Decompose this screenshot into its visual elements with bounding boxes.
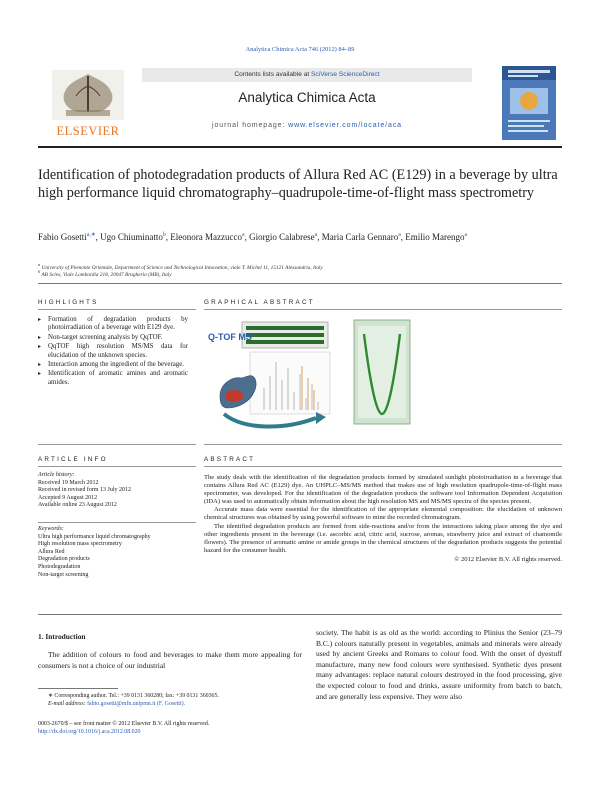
affiliation-b-text: AB Sciex, Viale Lombardia 218, 20047 Brugherio (MB), Italy xyxy=(41,271,172,278)
affiliation-a: $^a$ University of Piemonte Orientale, Department of Science and Technological Innovation, viale T. Michel 11, 15121 Alessandria, Italy xyxy=(38,262,323,271)
affiliation-b: $^b$ AB Sciex, Viale Lombardia 218, 20047 Brugherio (MB), Italy xyxy=(38,269,172,278)
abstract-rule xyxy=(204,466,562,467)
article-history xyxy=(38,472,196,510)
footnote-rule xyxy=(38,688,118,689)
author-name: Ugo Chiuminatto xyxy=(100,232,163,242)
affiliation-a-text: University of Piemonte Orientale, Department of Science and Technological Innovation, viale T. Michel 11, 15121 Alessandria, Italy xyxy=(41,264,323,271)
journal-homepage xyxy=(142,122,472,129)
keyword: Ultra high performance liquid chromatography xyxy=(38,533,151,540)
article-info-mid-rule xyxy=(38,522,196,523)
keyword: Degradation products xyxy=(38,556,90,563)
author-name: Maria Carla Gennaro xyxy=(321,232,399,242)
journal-masthead xyxy=(38,62,562,144)
article-info-rule xyxy=(38,466,196,467)
author-affiliation-mark[interactable]: a xyxy=(242,232,245,238)
beverage-liquid xyxy=(225,390,243,402)
article-info-heading: ARTICLE INFO xyxy=(38,456,108,463)
highlight-item: ▸ QqTOF high resolution MS/MS data for elucidation of the unknown species. xyxy=(38,343,188,360)
introduction-left-column: The addition of colours to food and beverages to make them more appealing for consumers is not a choice of our industrial xyxy=(38,650,302,670)
keywords-label: Keywords: xyxy=(38,526,64,532)
highlight-item: ▸ Formation of degradation products by photoirradiation of a beverage with E129 dye. xyxy=(38,316,188,333)
email-line xyxy=(38,700,302,708)
affiliation-rule xyxy=(38,283,562,284)
author-affiliation-mark[interactable]: a,∗ xyxy=(86,232,96,238)
highlight-item: ▸ Interaction among the ingredient of the beverage. xyxy=(38,361,188,369)
qtof-label: Q-TOF MS xyxy=(208,332,252,342)
copyright-line: © 2012 Elsevier B.V. All rights reserved. xyxy=(454,555,562,563)
author-name: Eleonora Mazzucco xyxy=(170,232,243,242)
graphical-abstract-bottom-rule xyxy=(204,444,562,445)
author-affiliation-mark[interactable]: a xyxy=(314,232,318,238)
highlights-bottom-rule xyxy=(38,444,196,445)
contents-prefix: Contents lists available at xyxy=(234,71,312,78)
journal-citation[interactable]: Analytica Chimica Acta 746 (2012) 84–89 xyxy=(245,46,355,53)
graphical-abstract-figure xyxy=(204,318,414,436)
abstract-body xyxy=(204,474,562,564)
author-list: Fabio Gosetti$^{a,∗}$, Ugo Chiuminatto$^b$, Eleonora Mazzucco$^a$, Giorgio Calabrese$^a$, Maria Carla Gennaro$^a$, Emilio Marengo$^a$ xyxy=(38,232,468,242)
history-label: Article history: xyxy=(38,472,75,478)
abstract-paragraph-1: The study deals with the identification of the degradation products formed by simulated sunlight photoirradiation in a beverage that contains Allura Red AC (E129) dye. An UHPLC–MS/MS method that makes use of high resolution quadrupole-time-of-flight mass spectrometer, was developed. For the identification of the degradation products the software tool Information Dependent Acquisition (IDA) was used to automatically obtain information about the high resolution MS and MS/MS spectra of the species present. xyxy=(204,474,562,506)
issn-block xyxy=(38,720,338,736)
introduction-heading: 1. Introduction xyxy=(38,632,86,641)
keyword: Photodegradation xyxy=(38,563,81,570)
author-affiliation-mark[interactable]: b xyxy=(162,232,166,238)
author-name: Giorgio Calabrese xyxy=(249,232,315,242)
contents-availability xyxy=(142,68,472,82)
email-link[interactable]: fabio.gosetti@mfn.unipmn.it (F. Gosetti). xyxy=(87,701,186,707)
author-affiliation-mark[interactable]: a xyxy=(464,232,468,238)
sciverse-link[interactable]: SciVerse ScienceDirect xyxy=(311,71,380,78)
abstract-paragraph-2: Accurate mass data were essential for the identification of the appropriate elemental composition: the elucidation of unknown chemical structures was obtained by using powerful software to mine the recorded chromatogram. xyxy=(204,506,562,522)
email-label: E-mail address: xyxy=(48,701,86,707)
abstract-heading: ABSTRACT xyxy=(204,456,256,463)
journal-title: Analytica Chimica Acta xyxy=(238,90,376,105)
abstract-paragraph-3: The identified degradation products are formed from side-reactions and/or from the interactions taking place among the dye and other ingredients present in the beverage (i.e. ascorbic acid, citric acid, sucrose, aromas, strawberry juice and extract of chamomile flowers). The presence of aromatic amine or amide groups in the chemical structures of the degradation products suggests the potential hazard for the consumer health. xyxy=(204,522,562,554)
journal-cover-thumbnail xyxy=(492,66,562,140)
keyword: High resolution mass spectrometry xyxy=(38,541,122,548)
highlights-heading: HIGHLIGHTS xyxy=(38,299,99,306)
abstract-bottom-rule xyxy=(38,614,562,615)
publisher-name: ELSEVIER xyxy=(56,124,120,138)
elsevier-logo xyxy=(38,66,138,140)
introduction-right-column: society. The habit is as old as the world: according to Plinius the Senior (23–79 B.C.) colours naturally present in vegetables, animals and minerals were already used by ancient Greeks and Romans to colour food. With the onset of dyestuff manufacture, many new food colours were synthesised. Synthetic dyes present many advantages: replace natural colours destroyed in the food processing, give the expected colour to food and drinks, assure uniformity from batch to batch, and are generally less expensive. They were also xyxy=(316,628,562,701)
graphical-abstract-svg xyxy=(204,318,414,436)
keywords-list xyxy=(38,534,196,580)
author-name: Emilio Marengo xyxy=(405,232,465,242)
corresponding-author: ∗ Corresponding author. Tel.: +39 0131 360280; fax: +39 0131 360365. xyxy=(48,693,219,699)
homepage-link[interactable]: www.elsevier.com/locate/aca xyxy=(288,122,402,129)
keyword: Non-target screening xyxy=(38,571,89,578)
instrument-bar-bottom xyxy=(246,340,324,344)
highlights-rule xyxy=(38,309,196,310)
history-entry: Received 19 March 2012 xyxy=(38,479,99,486)
highlight-item: ▸ Identification of aromatic amines and aromatic amides. xyxy=(38,370,188,387)
header-rule xyxy=(38,146,562,148)
author-name: Fabio Gosetti xyxy=(38,232,87,242)
doi-link[interactable]: http://dx.doi.org/10.1016/j.aca.2012.08.020 xyxy=(38,729,141,735)
keywords-block xyxy=(38,526,196,579)
history-entry: Accepted 9 August 2012 xyxy=(38,494,98,501)
keyword: Allura Red xyxy=(38,548,65,555)
workflow-arrow xyxy=(224,414,316,427)
history-entry: Available online 23 August 2012 xyxy=(38,502,117,509)
issn-line: 0003-2670/$ – see front matter © 2012 Elsevier B.V. All rights reserved. xyxy=(38,721,210,727)
graphical-abstract-heading: GRAPHICAL ABSTRACT xyxy=(204,299,315,306)
history-entry: Received in revised form 13 July 2012 xyxy=(38,487,131,494)
graphical-abstract-rule xyxy=(204,309,562,310)
instrument-bar-top xyxy=(246,326,324,330)
highlight-item: ▸ Non-target screening analysis by QqTOF. xyxy=(38,334,188,342)
history-list xyxy=(38,480,196,510)
footnote xyxy=(38,692,302,708)
instrument-bar-mid xyxy=(246,333,324,337)
article-title: Identification of photodegradation products of Allura Red AC (E129) in a beverage by ultra high performance liquid chromatography–quadrupole-time-of-flight mass spectrometry xyxy=(38,167,558,201)
highlights-list xyxy=(38,316,188,388)
homepage-prefix: journal homepage: xyxy=(212,122,289,129)
author-affiliation-mark[interactable]: a xyxy=(398,232,401,238)
